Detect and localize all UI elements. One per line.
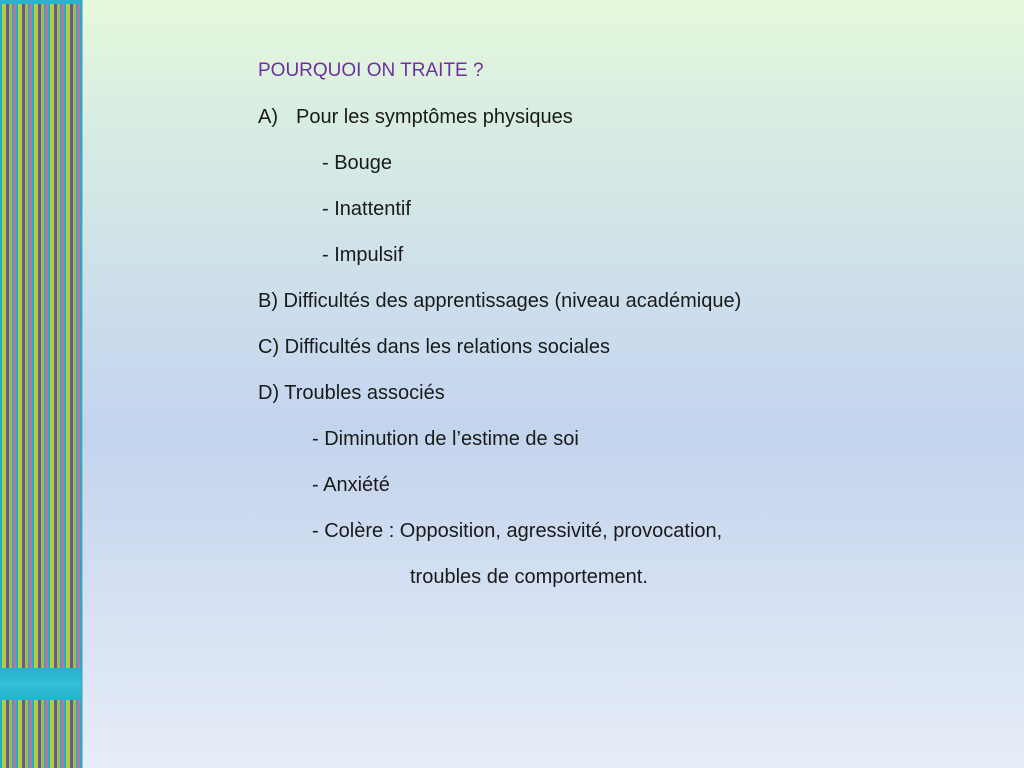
- item-d: D) Troubles associés: [258, 382, 445, 404]
- side-band-stripes-lower: [0, 700, 81, 768]
- subitem-impulsif: - Impulsif: [322, 244, 404, 266]
- subitem-colere-continued: troubles de comportement.: [410, 566, 648, 588]
- subitem-colere: - Colère : Opposition, agressivité, provocation,: [312, 520, 723, 542]
- subitem-anxiete: - Anxiété: [312, 474, 390, 496]
- subitem-bouge: - Bouge: [322, 152, 393, 174]
- side-band-teal-bar: [0, 668, 81, 700]
- item-b: B) Difficultés des apprentissages (niveau académique): [258, 290, 742, 312]
- side-band-stripes-upper: [0, 4, 81, 668]
- item-c: C) Difficultés dans les relations sociales: [258, 336, 611, 358]
- item-a-text: Pour les symptômes physiques: [296, 106, 573, 128]
- slide-content: [258, 58, 998, 610]
- subitem-inattentif: - Inattentif: [322, 198, 411, 220]
- slide-title: POURQUOI ON TRAITE ?: [258, 60, 484, 81]
- item-a: [258, 104, 998, 150]
- decorative-side-band: [0, 0, 83, 768]
- item-a-label: A): [258, 106, 278, 128]
- subitem-estime: - Diminution de l’estime de soi: [312, 428, 579, 450]
